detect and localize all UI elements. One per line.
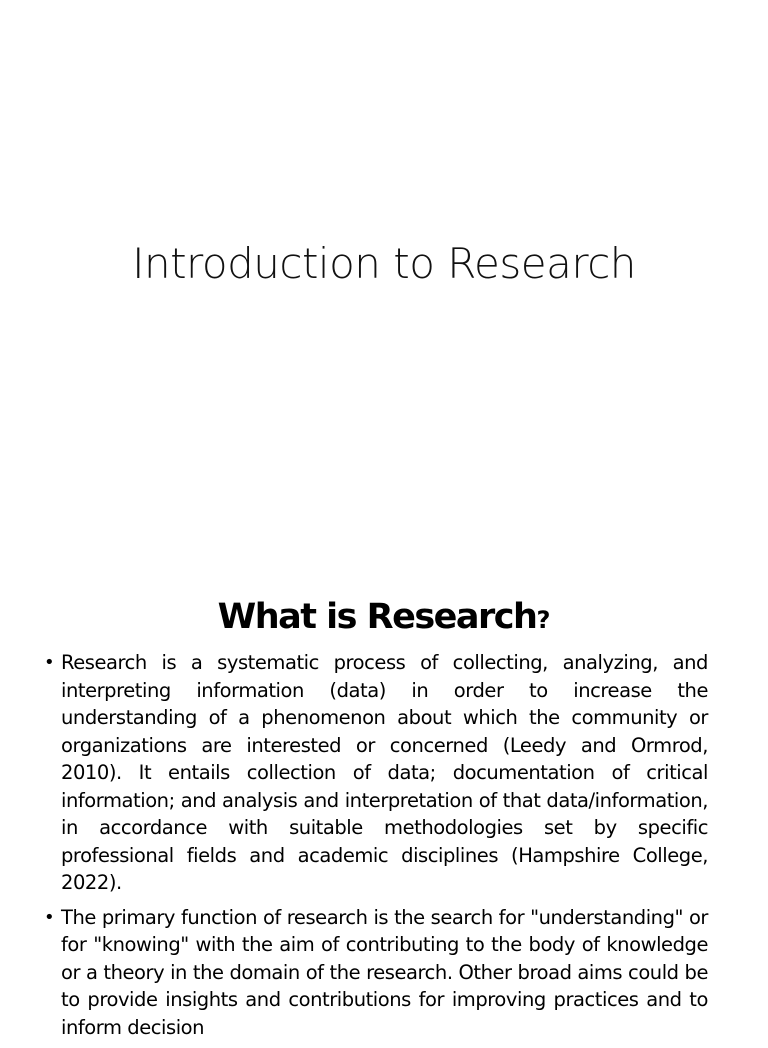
bullet-text: Research is a systematic process of collecting, analyzing, and interpreting information (data) in order to increase the understanding of a phenomenon about which the community or organizations are interested or concerned (Leedy and Ormrod, 2010). It entails collection of data; documentation of critical information; and analysis and interpretation of that data/information, in accordance with suitable methodologies set by specific professional fields and academic disciplines (Hampshire College, 2022).: [61, 651, 708, 894]
bullet-icon: •: [44, 906, 55, 928]
bullet-text: The primary function of research is the search for "understanding" or for "knowing" with the aim of contributing to the body of knowledge or a theory in the domain of the research. Other broad aims could be to provide insights and contributions for improving practices and to inform decision: [61, 905, 708, 1039]
bullet-item: [44, 649, 708, 897]
slide-heading-question-mark: ?: [536, 606, 551, 634]
slide-heading: [0, 594, 768, 643]
presentation-title: Introduction to Research: [132, 239, 636, 288]
bullet-icon: •: [44, 652, 55, 673]
slide-heading-text: What is Research: [217, 597, 537, 637]
bullet-list: [44, 649, 708, 1048]
bullet-item: [44, 904, 708, 1042]
slide-what-is-research: [0, 560, 768, 1039]
